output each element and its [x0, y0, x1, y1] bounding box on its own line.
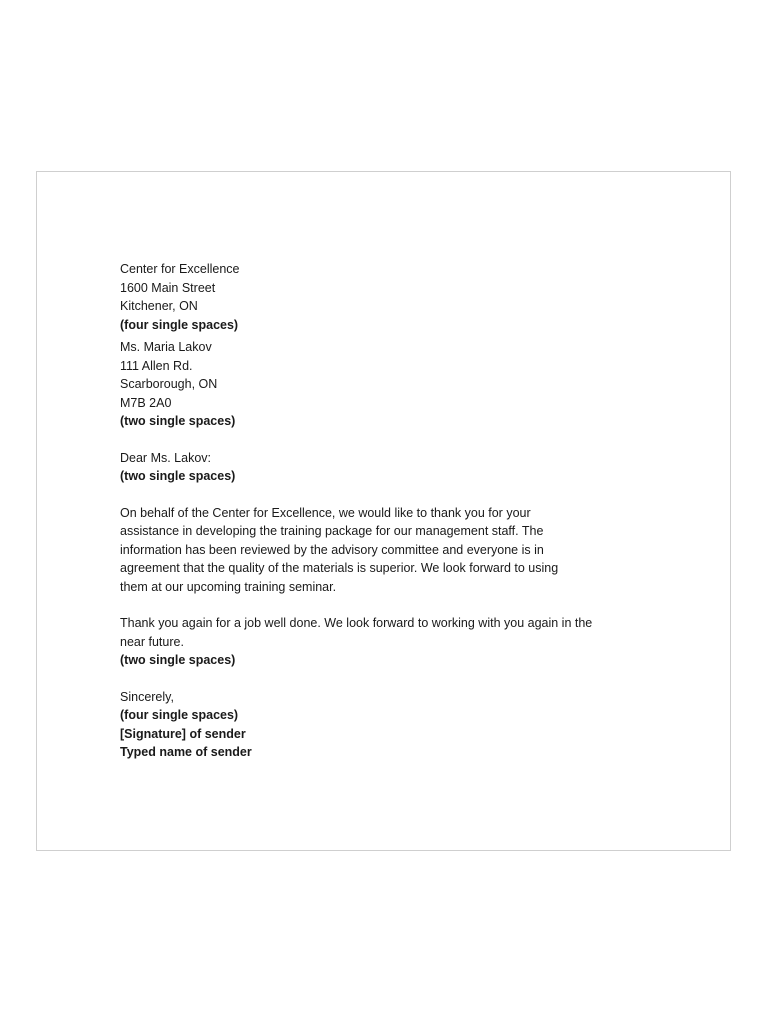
body-line: On behalf of the Center for Excellence, we would like to thank you for your: [120, 505, 531, 520]
recipient-line: Ms. Maria Lakov: [120, 340, 212, 354]
salutation: [120, 449, 680, 486]
recipient-address: [120, 338, 680, 431]
body-line: Thank you again for a job well done. We look forward to working with you again in the: [120, 616, 593, 630]
sender-line: 1600 Main Street: [120, 280, 216, 295]
letter-body: [120, 260, 680, 762]
spacing-note: (two single spaces): [120, 653, 236, 667]
body-line: agreement that the quality of the materials is superior. We look forward to using: [120, 561, 559, 575]
closing: [120, 688, 680, 762]
spacing-note: (four single spaces): [120, 317, 239, 332]
recipient-line: Scarborough, ON: [120, 377, 218, 391]
sender-line: Center for Excellence: [120, 262, 240, 276]
recipient-line: M7B 2A0: [120, 395, 172, 410]
body-line: information has been reviewed by the advisory committee and everyone is in: [120, 542, 544, 557]
sender-line: Kitchener, ON: [120, 299, 198, 313]
body-line: assistance in developing the training package for our management staff. The: [120, 524, 544, 538]
spacing-note: (four single spaces): [120, 708, 239, 722]
body-paragraph-1: [120, 504, 680, 597]
spacing-note: (two single spaces): [120, 414, 236, 428]
sender-address: [120, 260, 680, 334]
body-line: near future.: [120, 634, 184, 649]
salutation-text: Dear Ms. Lakov:: [120, 450, 212, 465]
signature-line: [Signature] of sender: [120, 726, 246, 741]
spacing-note: (two single spaces): [120, 469, 236, 483]
body-line: them at our upcoming training seminar.: [120, 579, 337, 594]
letter-page: [36, 171, 731, 851]
typed-name-line: Typed name of sender: [120, 745, 252, 759]
closing-text: Sincerely,: [120, 689, 174, 704]
recipient-line: 111 Allen Rd.: [120, 358, 193, 373]
body-paragraph-2: [120, 614, 680, 670]
